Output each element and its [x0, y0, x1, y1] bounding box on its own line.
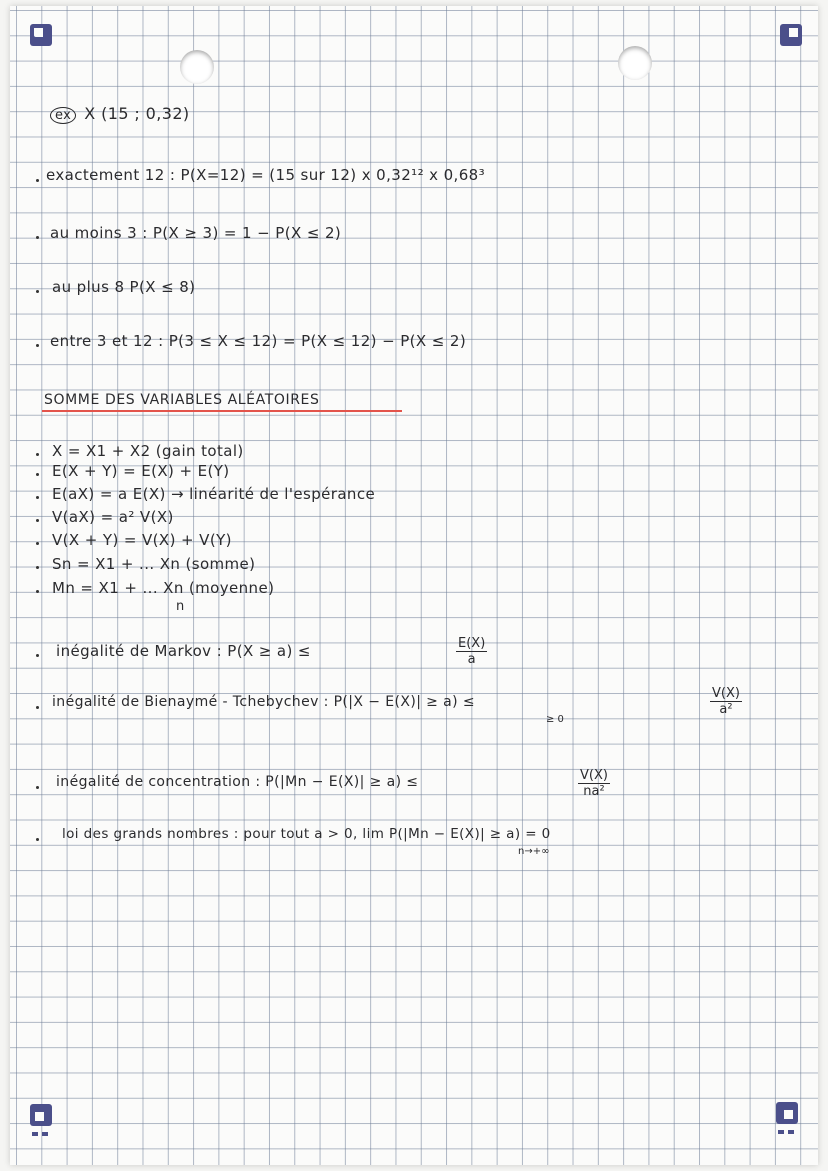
- prop-sn: Sn = X1 + ... Xn (somme): [52, 555, 256, 573]
- section-title-underline: [42, 410, 402, 412]
- notebook-page: [10, 6, 818, 1165]
- corner-dots-bottom-left-icon: [30, 1132, 52, 1136]
- prop-mn-denominator: n: [176, 599, 185, 614]
- section-title: SOMME DES VARIABLES ALÉATOIRES: [44, 392, 320, 408]
- corner-marker-top-right-icon: [780, 24, 802, 46]
- line-entre: entre 3 et 12 : P(3 ≤ X ≤ 12) = P(X ≤ 12) − P(X ≤ 2): [50, 332, 467, 350]
- prop-mn: Mn = X1 + ... Xn (moyenne): [52, 579, 275, 597]
- corner-marker-bottom-right-icon: [776, 1102, 798, 1124]
- bullet: [36, 566, 39, 569]
- bullet: [36, 496, 39, 499]
- bullet: [36, 519, 39, 522]
- example-label: ex: [50, 107, 76, 124]
- prop-linearite: E(aX) = a E(X) → linéarité de l'espérance: [52, 485, 376, 503]
- lln-limit-subscript: n→+∞: [518, 846, 550, 857]
- example-heading: [50, 104, 190, 124]
- line-au-moins: au moins 3 : P(X ≥ 3) = 1 − P(X ≤ 2): [50, 224, 342, 242]
- bt-numerator: V(X): [712, 686, 740, 701]
- bullet: [36, 179, 39, 182]
- markov-denominator: a: [467, 652, 476, 667]
- prop-variance-ax: V(aX) = a² V(X): [52, 508, 174, 526]
- bullet: [36, 590, 39, 593]
- markov-fraction: [456, 636, 487, 667]
- inequality-concentration: inégalité de concentration : P(|Mn − E(X)| ≥ a) ≤: [56, 774, 419, 790]
- line-au-plus: au plus 8 P(X ≤ 8): [52, 278, 196, 296]
- law-of-large-numbers: loi des grands nombres : pour tout a > 0, lim P(|Mn − E(X)| ≥ a) = 0: [62, 826, 551, 842]
- concentration-numerator: V(X): [580, 768, 608, 783]
- bullet: [36, 542, 39, 545]
- bullet: [36, 786, 39, 789]
- bullet: [36, 290, 39, 293]
- punch-hole-left: [180, 50, 214, 84]
- example-law: X (15 ; 0,32): [84, 104, 190, 123]
- bullet: [36, 838, 39, 841]
- bt-fraction: [710, 686, 742, 717]
- prop-variance-somme: V(X + Y) = V(X) + V(Y): [52, 531, 232, 549]
- bullet: [36, 706, 39, 709]
- bullet: [36, 453, 39, 456]
- bt-condition: ≥ 0: [546, 714, 564, 725]
- corner-marker-bottom-left-icon: [30, 1104, 52, 1126]
- inequality-bienayme-tchebychev: inégalité de Bienaymé - Tchebychev : P(|X − E(X)| ≥ a) ≤: [52, 694, 475, 710]
- prop-sum: X = X1 + X2 (gain total): [52, 442, 244, 460]
- corner-dots-bottom-right-icon: [776, 1130, 798, 1134]
- concentration-fraction: [578, 768, 610, 799]
- inequality-markov: inégalité de Markov : P(X ≥ a) ≤: [56, 642, 311, 660]
- bullet: [36, 654, 39, 657]
- bullet: [36, 236, 39, 239]
- bullet: [36, 344, 39, 347]
- prop-esperance-somme: E(X + Y) = E(X) + E(Y): [52, 462, 230, 480]
- punch-hole-right: [618, 46, 652, 80]
- line-exactement: exactement 12 : P(X=12) = (15 sur 12) x 0,32¹² x 0,68³: [46, 166, 486, 184]
- markov-numerator: E(X): [458, 636, 486, 651]
- bullet: [36, 473, 39, 476]
- bt-denominator: a²: [719, 702, 733, 717]
- corner-marker-top-left-icon: [30, 24, 52, 46]
- concentration-denominator: na²: [583, 784, 605, 799]
